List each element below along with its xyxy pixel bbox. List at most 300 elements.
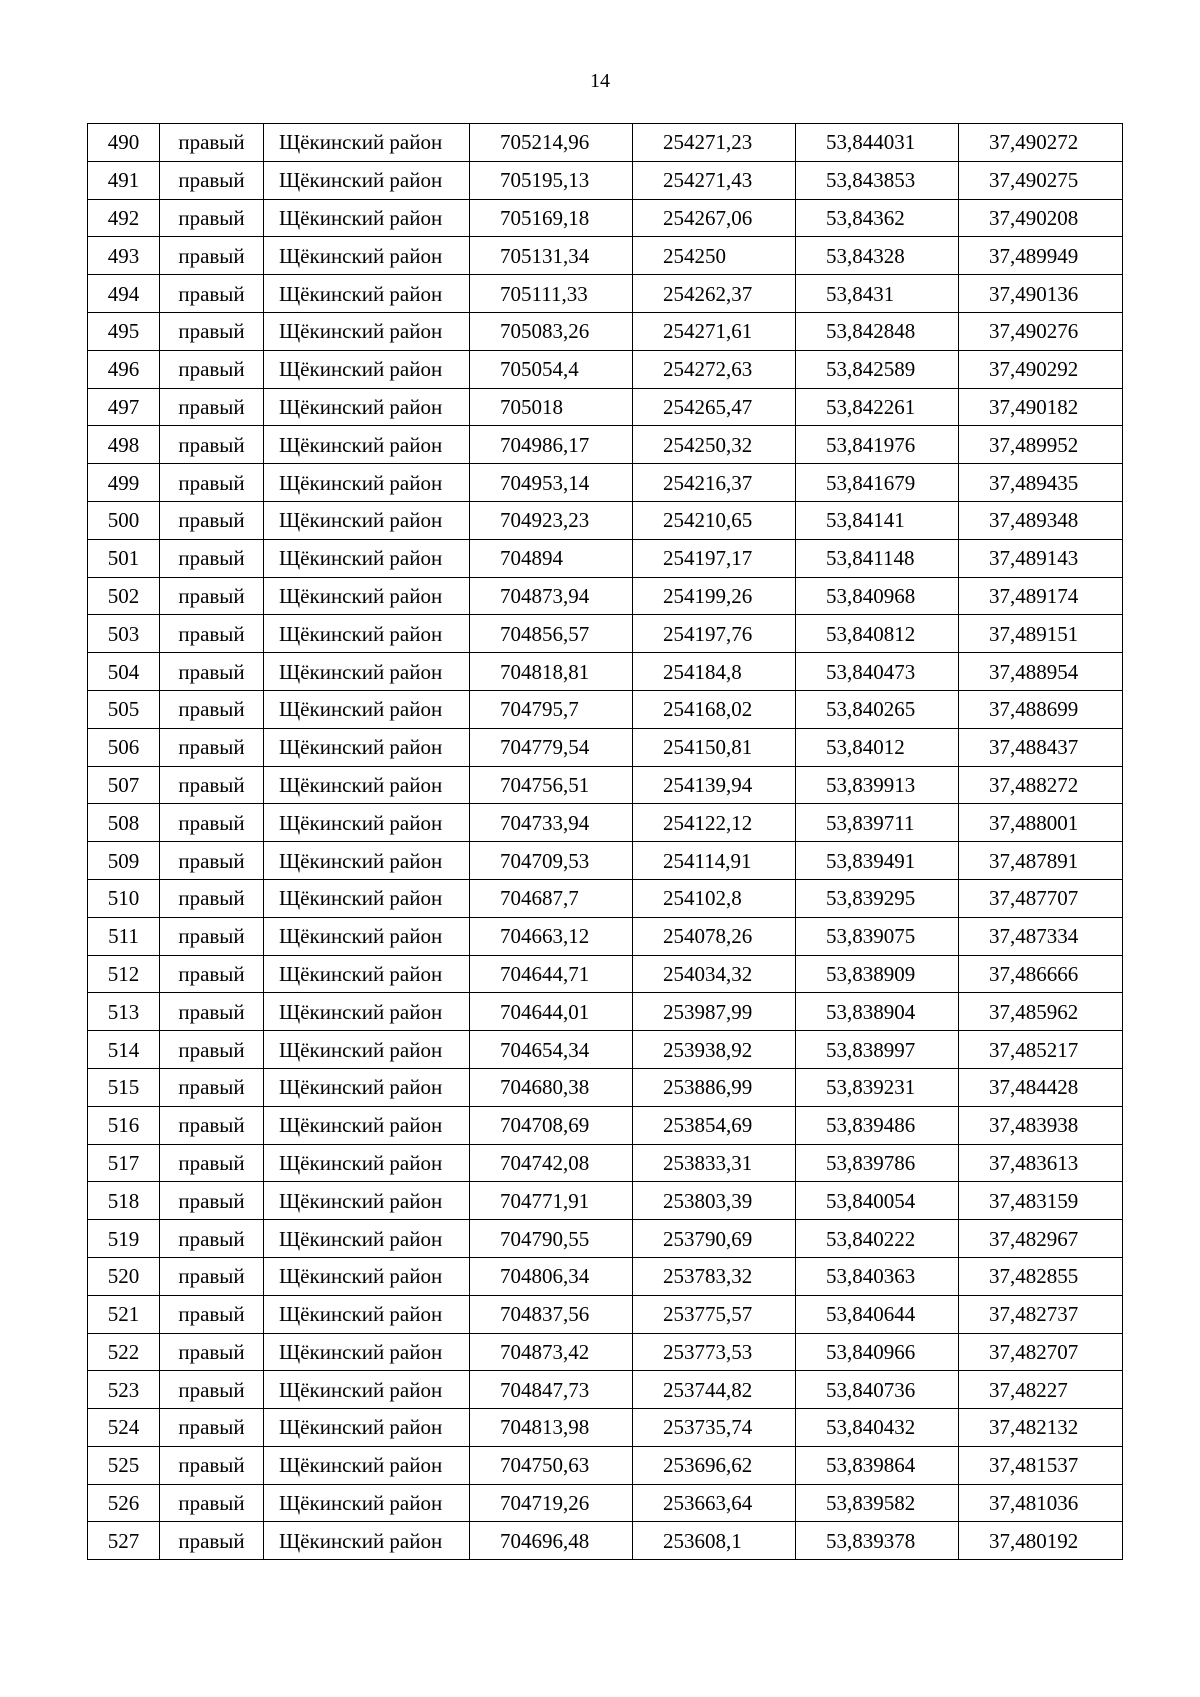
latitude-cell: 53,839582 [796, 1484, 959, 1522]
bank-side-cell: правый [160, 161, 264, 199]
longitude-cell: 37,485217 [959, 1031, 1123, 1069]
table-row [88, 1371, 1123, 1409]
x-coordinate-cell: 704644,01 [470, 993, 633, 1031]
point-number-cell: 515 [88, 1068, 160, 1106]
longitude-cell: 37,487707 [959, 879, 1123, 917]
district-cell: Щёкинский район [264, 124, 470, 162]
district-cell: Щёкинский район [264, 237, 470, 275]
y-coordinate-cell: 253696,62 [633, 1446, 796, 1484]
x-coordinate-cell: 704795,7 [470, 690, 633, 728]
table-row [88, 1106, 1123, 1144]
point-number-cell: 500 [88, 501, 160, 539]
point-number-cell: 492 [88, 199, 160, 237]
point-number-cell: 509 [88, 842, 160, 880]
y-coordinate-cell: 254078,26 [633, 917, 796, 955]
y-coordinate-cell: 254102,8 [633, 879, 796, 917]
district-cell: Щёкинский район [264, 464, 470, 502]
latitude-cell: 53,839486 [796, 1106, 959, 1144]
latitude-cell: 53,838997 [796, 1031, 959, 1069]
longitude-cell: 37,490208 [959, 199, 1123, 237]
point-number-cell: 498 [88, 426, 160, 464]
point-number-cell: 507 [88, 766, 160, 804]
y-coordinate-cell: 253783,32 [633, 1257, 796, 1295]
x-coordinate-cell: 704806,34 [470, 1257, 633, 1295]
x-coordinate-cell: 704733,94 [470, 804, 633, 842]
longitude-cell: 37,489435 [959, 464, 1123, 502]
latitude-cell: 53,842261 [796, 388, 959, 426]
x-coordinate-cell: 704856,57 [470, 615, 633, 653]
table-row [88, 1295, 1123, 1333]
table-row [88, 1446, 1123, 1484]
x-coordinate-cell: 705169,18 [470, 199, 633, 237]
district-cell: Щёкинский район [264, 275, 470, 313]
x-coordinate-cell: 704750,63 [470, 1446, 633, 1484]
point-number-cell: 526 [88, 1484, 160, 1522]
district-cell: Щёкинский район [264, 1333, 470, 1371]
x-coordinate-cell: 704680,38 [470, 1068, 633, 1106]
district-cell: Щёкинский район [264, 1522, 470, 1560]
point-number-cell: 527 [88, 1522, 160, 1560]
district-cell: Щёкинский район [264, 1031, 470, 1069]
point-number-cell: 503 [88, 615, 160, 653]
latitude-cell: 53,839913 [796, 766, 959, 804]
district-cell: Щёкинский район [264, 501, 470, 539]
bank-side-cell: правый [160, 728, 264, 766]
x-coordinate-cell: 704873,42 [470, 1333, 633, 1371]
district-cell: Щёкинский район [264, 993, 470, 1031]
latitude-cell: 53,84362 [796, 199, 959, 237]
y-coordinate-cell: 254216,37 [633, 464, 796, 502]
point-number-cell: 519 [88, 1220, 160, 1258]
bank-side-cell: правый [160, 1182, 264, 1220]
x-coordinate-cell: 704708,69 [470, 1106, 633, 1144]
x-coordinate-cell: 704873,94 [470, 577, 633, 615]
district-cell: Щёкинский район [264, 1106, 470, 1144]
longitude-cell: 37,489174 [959, 577, 1123, 615]
table-row [88, 199, 1123, 237]
bank-side-cell: правый [160, 1522, 264, 1560]
table-row [88, 842, 1123, 880]
bank-side-cell: правый [160, 1106, 264, 1144]
longitude-cell: 37,488699 [959, 690, 1123, 728]
bank-side-cell: правый [160, 879, 264, 917]
point-number-cell: 502 [88, 577, 160, 615]
district-cell: Щёкинский район [264, 690, 470, 728]
table-row [88, 237, 1123, 275]
x-coordinate-cell: 704663,12 [470, 917, 633, 955]
x-coordinate-cell: 705083,26 [470, 312, 633, 350]
y-coordinate-cell: 254122,12 [633, 804, 796, 842]
longitude-cell: 37,483613 [959, 1144, 1123, 1182]
y-coordinate-cell: 254199,26 [633, 577, 796, 615]
bank-side-cell: правый [160, 539, 264, 577]
x-coordinate-cell: 704771,91 [470, 1182, 633, 1220]
latitude-cell: 53,84141 [796, 501, 959, 539]
bank-side-cell: правый [160, 1333, 264, 1371]
bank-side-cell: правый [160, 1031, 264, 1069]
district-cell: Щёкинский район [264, 577, 470, 615]
bank-side-cell: правый [160, 577, 264, 615]
x-coordinate-cell: 705214,96 [470, 124, 633, 162]
y-coordinate-cell: 253938,92 [633, 1031, 796, 1069]
table-row [88, 388, 1123, 426]
latitude-cell: 53,840363 [796, 1257, 959, 1295]
latitude-cell: 53,841148 [796, 539, 959, 577]
point-number-cell: 517 [88, 1144, 160, 1182]
y-coordinate-cell: 254265,47 [633, 388, 796, 426]
bank-side-cell: правый [160, 842, 264, 880]
district-cell: Щёкинский район [264, 728, 470, 766]
page-number: 14 [590, 70, 610, 92]
table-row [88, 728, 1123, 766]
point-number-cell: 520 [88, 1257, 160, 1295]
bank-side-cell: правый [160, 464, 264, 502]
table-row [88, 1068, 1123, 1106]
latitude-cell: 53,843853 [796, 161, 959, 199]
longitude-cell: 37,489952 [959, 426, 1123, 464]
bank-side-cell: правый [160, 1068, 264, 1106]
x-coordinate-cell: 705195,13 [470, 161, 633, 199]
latitude-cell: 53,840966 [796, 1333, 959, 1371]
longitude-cell: 37,490275 [959, 161, 1123, 199]
table-row [88, 766, 1123, 804]
longitude-cell: 37,484428 [959, 1068, 1123, 1106]
point-number-cell: 521 [88, 1295, 160, 1333]
table-row [88, 1484, 1123, 1522]
latitude-cell: 53,840968 [796, 577, 959, 615]
district-cell: Щёкинский район [264, 1182, 470, 1220]
point-number-cell: 525 [88, 1446, 160, 1484]
district-cell: Щёкинский район [264, 350, 470, 388]
table-row [88, 1522, 1123, 1560]
district-cell: Щёкинский район [264, 766, 470, 804]
y-coordinate-cell: 254184,8 [633, 653, 796, 691]
longitude-cell: 37,487334 [959, 917, 1123, 955]
latitude-cell: 53,839295 [796, 879, 959, 917]
longitude-cell: 37,489143 [959, 539, 1123, 577]
x-coordinate-cell: 705111,33 [470, 275, 633, 313]
point-number-cell: 497 [88, 388, 160, 426]
x-coordinate-cell: 704696,48 [470, 1522, 633, 1560]
table-row [88, 879, 1123, 917]
longitude-cell: 37,489151 [959, 615, 1123, 653]
x-coordinate-cell: 704986,17 [470, 426, 633, 464]
x-coordinate-cell: 705131,34 [470, 237, 633, 275]
x-coordinate-cell: 704894 [470, 539, 633, 577]
longitude-cell: 37,488437 [959, 728, 1123, 766]
point-number-cell: 512 [88, 955, 160, 993]
longitude-cell: 37,487891 [959, 842, 1123, 880]
longitude-cell: 37,481537 [959, 1446, 1123, 1484]
point-number-cell: 510 [88, 879, 160, 917]
point-number-cell: 493 [88, 237, 160, 275]
table-row [88, 1257, 1123, 1295]
district-cell: Щёкинский район [264, 539, 470, 577]
x-coordinate-cell: 704818,81 [470, 653, 633, 691]
table-row [88, 1182, 1123, 1220]
x-coordinate-cell: 704687,7 [470, 879, 633, 917]
longitude-cell: 37,488954 [959, 653, 1123, 691]
latitude-cell: 53,844031 [796, 124, 959, 162]
x-coordinate-cell: 704923,23 [470, 501, 633, 539]
x-coordinate-cell: 704719,26 [470, 1484, 633, 1522]
district-cell: Щёкинский район [264, 388, 470, 426]
latitude-cell: 53,841976 [796, 426, 959, 464]
latitude-cell: 53,838904 [796, 993, 959, 1031]
longitude-cell: 37,485962 [959, 993, 1123, 1031]
y-coordinate-cell: 253886,99 [633, 1068, 796, 1106]
latitude-cell: 53,839231 [796, 1068, 959, 1106]
longitude-cell: 37,490182 [959, 388, 1123, 426]
table-row [88, 426, 1123, 464]
y-coordinate-cell: 254267,06 [633, 199, 796, 237]
table-row [88, 615, 1123, 653]
latitude-cell: 53,839786 [796, 1144, 959, 1182]
point-number-cell: 523 [88, 1371, 160, 1409]
latitude-cell: 53,840222 [796, 1220, 959, 1258]
point-number-cell: 513 [88, 993, 160, 1031]
district-cell: Щёкинский район [264, 426, 470, 464]
table-row [88, 312, 1123, 350]
bank-side-cell: правый [160, 124, 264, 162]
longitude-cell: 37,489348 [959, 501, 1123, 539]
point-number-cell: 501 [88, 539, 160, 577]
point-number-cell: 494 [88, 275, 160, 313]
bank-side-cell: правый [160, 804, 264, 842]
latitude-cell: 53,842589 [796, 350, 959, 388]
y-coordinate-cell: 254271,43 [633, 161, 796, 199]
latitude-cell: 53,841679 [796, 464, 959, 502]
bank-side-cell: правый [160, 615, 264, 653]
bank-side-cell: правый [160, 426, 264, 464]
bank-side-cell: правый [160, 199, 264, 237]
bank-side-cell: правый [160, 993, 264, 1031]
bank-side-cell: правый [160, 501, 264, 539]
latitude-cell: 53,842848 [796, 312, 959, 350]
district-cell: Щёкинский район [264, 161, 470, 199]
bank-side-cell: правый [160, 1257, 264, 1295]
point-number-cell: 504 [88, 653, 160, 691]
district-cell: Щёкинский район [264, 1220, 470, 1258]
table-row [88, 1220, 1123, 1258]
district-cell: Щёкинский район [264, 1484, 470, 1522]
district-cell: Щёкинский район [264, 879, 470, 917]
bank-side-cell: правый [160, 388, 264, 426]
longitude-cell: 37,482737 [959, 1295, 1123, 1333]
district-cell: Щёкинский район [264, 1409, 470, 1447]
y-coordinate-cell: 253775,57 [633, 1295, 796, 1333]
point-number-cell: 505 [88, 690, 160, 728]
latitude-cell: 53,838909 [796, 955, 959, 993]
district-cell: Щёкинский район [264, 955, 470, 993]
point-number-cell: 516 [88, 1106, 160, 1144]
latitude-cell: 53,840054 [796, 1182, 959, 1220]
district-cell: Щёкинский район [264, 653, 470, 691]
bank-side-cell: правый [160, 1409, 264, 1447]
district-cell: Щёкинский район [264, 917, 470, 955]
bank-side-cell: правый [160, 350, 264, 388]
bank-side-cell: правый [160, 1144, 264, 1182]
bank-side-cell: правый [160, 690, 264, 728]
longitude-cell: 37,488272 [959, 766, 1123, 804]
table-row [88, 804, 1123, 842]
coordinates-table [87, 123, 1123, 1560]
table-row [88, 955, 1123, 993]
y-coordinate-cell: 254271,23 [633, 124, 796, 162]
district-cell: Щёкинский район [264, 1068, 470, 1106]
table-row [88, 1409, 1123, 1447]
latitude-cell: 53,839864 [796, 1446, 959, 1484]
longitude-cell: 37,490292 [959, 350, 1123, 388]
longitude-cell: 37,482967 [959, 1220, 1123, 1258]
latitude-cell: 53,84012 [796, 728, 959, 766]
y-coordinate-cell: 253854,69 [633, 1106, 796, 1144]
longitude-cell: 37,483159 [959, 1182, 1123, 1220]
latitude-cell: 53,840473 [796, 653, 959, 691]
longitude-cell: 37,486666 [959, 955, 1123, 993]
point-number-cell: 524 [88, 1409, 160, 1447]
point-number-cell: 491 [88, 161, 160, 199]
point-number-cell: 490 [88, 124, 160, 162]
y-coordinate-cell: 253735,74 [633, 1409, 796, 1447]
table-row [88, 1031, 1123, 1069]
bank-side-cell: правый [160, 1220, 264, 1258]
y-coordinate-cell: 254150,81 [633, 728, 796, 766]
table-row [88, 1144, 1123, 1182]
bank-side-cell: правый [160, 1484, 264, 1522]
point-number-cell: 496 [88, 350, 160, 388]
y-coordinate-cell: 254034,32 [633, 955, 796, 993]
district-cell: Щёкинский район [264, 1446, 470, 1484]
y-coordinate-cell: 254262,37 [633, 275, 796, 313]
y-coordinate-cell: 253987,99 [633, 993, 796, 1031]
point-number-cell: 506 [88, 728, 160, 766]
table-row [88, 539, 1123, 577]
district-cell: Щёкинский район [264, 1295, 470, 1333]
table-row [88, 993, 1123, 1031]
y-coordinate-cell: 254210,65 [633, 501, 796, 539]
table-row [88, 1333, 1123, 1371]
bank-side-cell: правый [160, 653, 264, 691]
latitude-cell: 53,8431 [796, 275, 959, 313]
y-coordinate-cell: 253744,82 [633, 1371, 796, 1409]
district-cell: Щёкинский район [264, 199, 470, 237]
latitude-cell: 53,839378 [796, 1522, 959, 1560]
x-coordinate-cell: 704654,34 [470, 1031, 633, 1069]
point-number-cell: 514 [88, 1031, 160, 1069]
point-number-cell: 495 [88, 312, 160, 350]
longitude-cell: 37,483938 [959, 1106, 1123, 1144]
district-cell: Щёкинский район [264, 1144, 470, 1182]
district-cell: Щёкинский район [264, 615, 470, 653]
latitude-cell: 53,840736 [796, 1371, 959, 1409]
bank-side-cell: правый [160, 1295, 264, 1333]
table-row [88, 917, 1123, 955]
x-coordinate-cell: 705054,4 [470, 350, 633, 388]
longitude-cell: 37,490136 [959, 275, 1123, 313]
y-coordinate-cell: 253803,39 [633, 1182, 796, 1220]
table-row [88, 690, 1123, 728]
district-cell: Щёкинский район [264, 312, 470, 350]
longitude-cell: 37,481036 [959, 1484, 1123, 1522]
y-coordinate-cell: 253663,64 [633, 1484, 796, 1522]
latitude-cell: 53,840644 [796, 1295, 959, 1333]
y-coordinate-cell: 254197,17 [633, 539, 796, 577]
table-row [88, 501, 1123, 539]
x-coordinate-cell: 704953,14 [470, 464, 633, 502]
y-coordinate-cell: 253608,1 [633, 1522, 796, 1560]
bank-side-cell: правый [160, 917, 264, 955]
y-coordinate-cell: 253773,53 [633, 1333, 796, 1371]
y-coordinate-cell: 254272,63 [633, 350, 796, 388]
point-number-cell: 518 [88, 1182, 160, 1220]
y-coordinate-cell: 254139,94 [633, 766, 796, 804]
latitude-cell: 53,839491 [796, 842, 959, 880]
x-coordinate-cell: 704756,51 [470, 766, 633, 804]
district-cell: Щёкинский район [264, 1371, 470, 1409]
bank-side-cell: правый [160, 1371, 264, 1409]
y-coordinate-cell: 254271,61 [633, 312, 796, 350]
bank-side-cell: правый [160, 955, 264, 993]
bank-side-cell: правый [160, 766, 264, 804]
table-row [88, 464, 1123, 502]
y-coordinate-cell: 254197,76 [633, 615, 796, 653]
table-row [88, 161, 1123, 199]
longitude-cell: 37,48227 [959, 1371, 1123, 1409]
y-coordinate-cell: 253833,31 [633, 1144, 796, 1182]
table-row [88, 350, 1123, 388]
latitude-cell: 53,840812 [796, 615, 959, 653]
latitude-cell: 53,840432 [796, 1409, 959, 1447]
longitude-cell: 37,482855 [959, 1257, 1123, 1295]
longitude-cell: 37,490276 [959, 312, 1123, 350]
table-row [88, 577, 1123, 615]
bank-side-cell: правый [160, 275, 264, 313]
y-coordinate-cell: 254168,02 [633, 690, 796, 728]
district-cell: Щёкинский район [264, 1257, 470, 1295]
district-cell: Щёкинский район [264, 804, 470, 842]
table-row [88, 275, 1123, 313]
y-coordinate-cell: 254250 [633, 237, 796, 275]
point-number-cell: 511 [88, 917, 160, 955]
x-coordinate-cell: 704742,08 [470, 1144, 633, 1182]
longitude-cell: 37,489949 [959, 237, 1123, 275]
district-cell: Щёкинский район [264, 842, 470, 880]
bank-side-cell: правый [160, 237, 264, 275]
point-number-cell: 499 [88, 464, 160, 502]
longitude-cell: 37,488001 [959, 804, 1123, 842]
point-number-cell: 522 [88, 1333, 160, 1371]
longitude-cell: 37,482707 [959, 1333, 1123, 1371]
table-row [88, 124, 1123, 162]
x-coordinate-cell: 704790,55 [470, 1220, 633, 1258]
y-coordinate-cell: 253790,69 [633, 1220, 796, 1258]
table-row [88, 653, 1123, 691]
latitude-cell: 53,839711 [796, 804, 959, 842]
x-coordinate-cell: 704813,98 [470, 1409, 633, 1447]
latitude-cell: 53,840265 [796, 690, 959, 728]
longitude-cell: 37,480192 [959, 1522, 1123, 1560]
table-body [88, 124, 1123, 1560]
point-number-cell: 508 [88, 804, 160, 842]
longitude-cell: 37,490272 [959, 124, 1123, 162]
y-coordinate-cell: 254250,32 [633, 426, 796, 464]
x-coordinate-cell: 704644,71 [470, 955, 633, 993]
y-coordinate-cell: 254114,91 [633, 842, 796, 880]
bank-side-cell: правый [160, 312, 264, 350]
x-coordinate-cell: 705018 [470, 388, 633, 426]
longitude-cell: 37,482132 [959, 1409, 1123, 1447]
